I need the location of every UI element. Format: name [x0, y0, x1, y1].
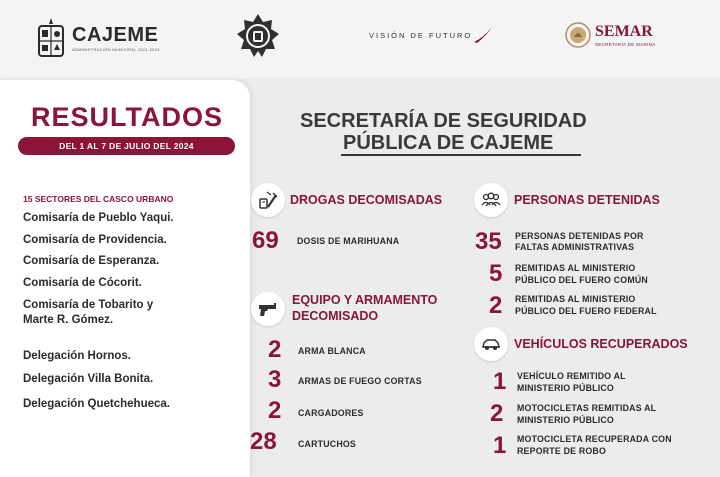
location-item: Marte R. Gómez. [23, 314, 114, 326]
header-bar [0, 0, 720, 78]
detained-label-line-1: REMITIDAS AL MINISTERIO [515, 263, 636, 273]
location-item: Comisaría de Tobarito y [23, 299, 154, 311]
weapons-heading-line-1: EQUIPO Y ARMAMENTO [292, 293, 438, 307]
weapons-number: 2 [268, 397, 282, 424]
weapons-label: ARMAS DE FUEGO CORTAS [298, 376, 422, 386]
weapons-number: 28 [250, 428, 277, 455]
main-title-line-2: PÚBLICA DE CAJEME [343, 132, 554, 154]
vehicles-label-line-1: VEHÍCULO REMITIDO AL [517, 371, 626, 381]
detained-label-line-2: FALTAS ADMINISTRATIVAS [515, 242, 635, 252]
vehicles-number: 2 [490, 400, 504, 427]
detained-label-line-1: PERSONAS DETENIDAS POR [515, 231, 644, 241]
semar-logo [565, 22, 655, 48]
detained-number: 35 [475, 228, 502, 255]
title-underline [341, 154, 581, 156]
location-item: Comisaría de Cócorit. [23, 277, 142, 289]
vehicles-number: 1 [493, 432, 507, 459]
location-item: Comisaría de Providencia. [23, 234, 167, 246]
vehicles-heading: VEHÍCULOS RECUPERADOS [514, 337, 688, 351]
vehicles-label-line-2: MINISTERIO PÚBLICO [517, 383, 614, 393]
weapons-label: CARTUCHOS [298, 439, 357, 449]
weapons-heading-line-2: DECOMISADO [292, 309, 379, 323]
location-item: Comisaría de Esperanza. [23, 255, 160, 267]
vehicles-label-line-2: MINISTERIO PÚBLICO [517, 415, 614, 425]
detained-heading: PERSONAS DETENIDAS [514, 193, 660, 207]
cajeme-logo-text: CAJEME [72, 23, 159, 46]
vision-swoosh-icon [473, 26, 493, 44]
national-seal-icon [565, 22, 591, 48]
drugs-number: 69 [252, 227, 279, 254]
detained-label-line-1: REMITIDAS AL MINISTERIO [515, 294, 636, 304]
cajeme-logo-subtitle: ADMINISTRACIÓN MUNICIPAL 2021-2024 [72, 46, 160, 52]
detained-number: 5 [489, 260, 503, 287]
vehicles-label-line-1: MOTOCICLETA RECUPERADA CON [517, 434, 672, 444]
location-item: Delegación Villa Bonita. [23, 373, 154, 385]
weapons-number: 2 [268, 336, 282, 363]
vehicles-label-line-1: MOTOCICLETAS REMITIDAS AL [517, 403, 657, 413]
location-item: Delegación Quetchehueca. [23, 398, 170, 410]
drugs-icon [251, 183, 285, 217]
location-item: Comisaría de Pueblo Yaqui. [23, 212, 174, 224]
results-title: RESULTADOS [31, 102, 223, 132]
vehicles-number: 1 [493, 368, 507, 395]
semar-logo-text: SEMAR [595, 22, 653, 40]
cajeme-shield-icon [36, 16, 66, 60]
pistol-icon [251, 292, 285, 326]
vision-de-futuro-logo [369, 26, 493, 44]
detained-label-line-2: PÚBLICO DEL FUERO FEDERAL [515, 306, 657, 316]
vehicles-label-line-2: REPORTE DE ROBO [517, 446, 607, 456]
detained-number: 2 [489, 292, 503, 319]
people-icon [474, 183, 508, 217]
vision-de-futuro-text: VISIÓN DE FUTURO [369, 30, 473, 40]
semar-logo-subtitle: SECRETARÍA DE MARINA [595, 41, 656, 47]
location-item: Delegación Hornos. [23, 350, 131, 362]
weapons-label: ARMA BLANCA [298, 346, 366, 356]
cajeme-logo [36, 14, 160, 62]
car-icon [474, 327, 508, 361]
drugs-label: DOSIS DE MARIHUANA [297, 236, 400, 246]
main-title-line-1: SECRETARÍA DE SEGURIDAD [300, 110, 587, 132]
weapons-label: CARGADORES [298, 408, 364, 418]
sectors-heading: 15 SECTORES DEL CASCO URBANO [23, 194, 174, 204]
detained-label-line-2: PÚBLICO DEL FUERO COMÚN [515, 275, 648, 285]
weapons-number: 3 [268, 366, 282, 393]
drugs-heading: DROGAS DECOMISADAS [290, 193, 443, 207]
police-badge-icon [234, 12, 282, 60]
date-range-badge: DEL 1 AL 7 DE JULIO DEL 2024 [18, 137, 235, 155]
